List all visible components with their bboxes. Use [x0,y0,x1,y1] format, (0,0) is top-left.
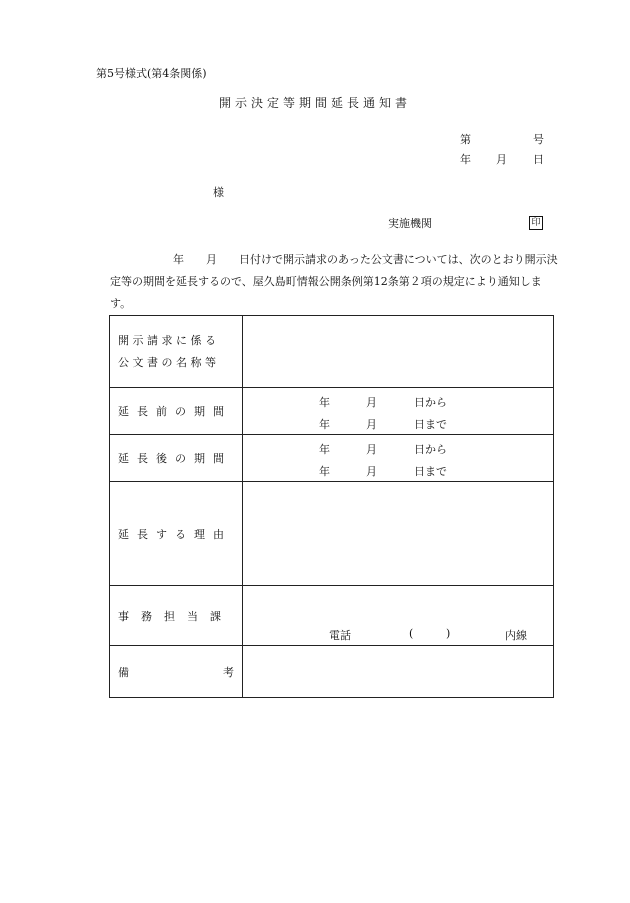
doc-number-label: 第 [460,133,471,146]
reason-label: 延長する理由 [110,482,243,586]
body-month: 月 [206,253,217,266]
phone-paren-open: ( [409,627,414,640]
extension-label: 内線 [505,629,527,642]
before-from-month: 月 [366,396,377,409]
row-period-before [110,388,554,435]
after-from-day: 日から [414,443,447,456]
notes-value[interactable] [243,646,554,698]
after-from-month: 月 [366,443,377,456]
period-before-label: 延長前の期間 [110,388,243,435]
row-document-name [110,316,554,388]
body-year: 年 [173,253,184,266]
phone-label: 電話 [329,629,351,642]
after-to-year: 年 [319,465,330,478]
document-name-value[interactable] [243,316,554,388]
doc-number-suffix: 号 [533,133,544,146]
row-department [110,586,554,646]
row-reason [110,482,554,586]
after-from-year: 年 [319,443,330,456]
before-from-year: 年 [319,396,330,409]
issue-date-month: 月 [496,153,507,166]
body-text-rest: 決定等の期間を延長するので、屋久島町情報公開条例第12条第２項の規定により通知します。 [110,253,558,310]
before-to-day: 日まで [414,418,447,431]
issue-date-day: 日 [533,153,544,166]
row-period-after [110,435,554,482]
seal-mark: 印 [529,216,543,230]
document-title: 開示決定等期間延長通知書 [218,96,411,110]
phone-paren-close: ) [446,627,451,640]
implementing-agency-label: 実施機関 [388,217,432,230]
period-after-label: 延長後の期間 [110,435,243,482]
recipient-suffix: 様 [213,186,224,199]
extension-table [109,315,554,698]
form-number: 第5号様式(第4条関係) [96,67,207,80]
notice-body [110,249,560,315]
department-value[interactable] [243,586,554,646]
reason-value[interactable] [243,482,554,586]
document-name-label-line1: 開 示 請 求 に 係 る [118,333,216,347]
period-before-value[interactable] [243,388,554,435]
notes-label [110,646,243,698]
before-to-year: 年 [319,418,330,431]
before-to-month: 月 [366,418,377,431]
issue-date-year: 年 [460,153,471,166]
notes-label-1: 備 [118,665,129,679]
before-from-day: 日から [414,396,447,409]
document-name-label [110,316,243,388]
after-to-month: 月 [366,465,377,478]
period-after-value[interactable] [243,435,554,482]
row-notes [110,646,554,698]
after-to-day: 日まで [414,465,447,478]
notes-label-2: 考 [223,665,234,679]
department-label: 事務担当課 [110,586,243,646]
body-text-line1: 日付けで開示請求のあった公文書については、次のとおり開示 [239,253,547,266]
document-name-label-line2: 公 文 書 の 名 称 等 [118,355,216,369]
